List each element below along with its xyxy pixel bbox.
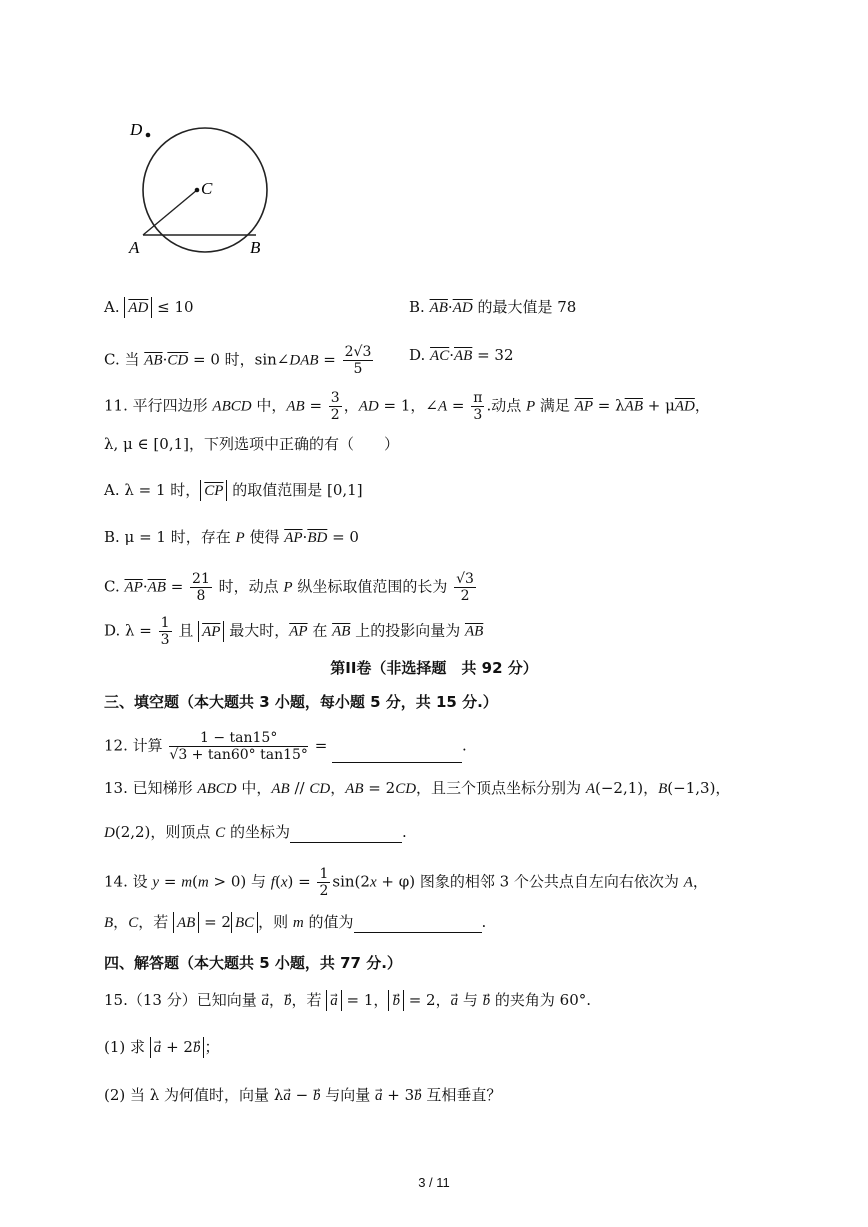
label-A: A xyxy=(129,238,140,257)
q15-part2: (2) 当 λ 为何值时，向量 λa⃗ − b⃗ 与向量 a⃗ + 3b⃗ 互相垂直？ xyxy=(104,1086,502,1104)
q10-option-d: D. $\overline{AC}\cdot\overline{AB} = 32$ xyxy=(409,346,514,364)
q11-option-b: B. μ = 1 时，存在 P 使得 $\overline{AP}\cdot\overline{BD} = 0$ xyxy=(104,528,359,546)
q11-option-a: A. λ = 1 时， $\overline{CP}$ 的取值范围是 [0,1] xyxy=(104,481,363,499)
label-C: C xyxy=(201,179,213,198)
q14-line2: B，C，若 AB = 2 BC ，则 m 的值为 . xyxy=(104,913,487,931)
section4-title: 四、解答题（本大题共 5 小题，共 77 分.） xyxy=(104,954,402,972)
q15-part1: (1) 求 a⃗ + 2b ； xyxy=(104,1038,220,1056)
section-title: 第II卷（非选择题 共 92 分） xyxy=(330,659,538,677)
page-number: 3 / 11 xyxy=(418,1175,450,1190)
q10-option-c: C. 当 $\overline{AB}\cdot\overline{CD} = 0$ 时，sin∠DAB = $\frac{2√3}{5}$ xyxy=(104,344,372,377)
q11-stem-line2: λ, μ ∈ [0,1]，下列选项中正确的有（ ） xyxy=(104,435,399,453)
q12: 12. 计算 $\frac{1 - \tan 15^\circ}{√3 + \tan 60^\circ \tan 15^\circ}$ = . xyxy=(104,730,467,763)
label-B: B xyxy=(250,238,261,257)
q11-option-c: C. $\overline{AP}\cdot\overline{AB}$ = $\frac{21}{8}$ 时，动点 P 纵坐标取值范围的长为 $\frac{√3}{2}$ xyxy=(104,571,474,604)
q10-option-b: B. $\overline{AB}\cdot\overline{AD}$ 的最大值是 78 xyxy=(409,298,577,316)
q10-option-a: A. $\overline{AD} \le 10$ xyxy=(104,298,194,316)
circle-figure xyxy=(120,110,280,270)
q14-line1: 14. 设 y = m(m > 0) 与 f(x) = $\frac{1}{2}$ sin(2x + φ) 图象的相邻 3 个公共点自左向右依次为 A， xyxy=(104,866,708,899)
q11-option-d: D. λ = $\frac{1}{3}$ 且 $\overline{AP}$ 最大时，$\overline{AP}$ 在 $\overline{AB}$ 上的投影向量为 $\overline{AB}$ xyxy=(104,615,484,648)
q13-line2: D(2,2)，则顶点 C 的坐标为 . xyxy=(104,823,407,841)
label-D: D xyxy=(130,120,143,139)
q15-stem: 15.（13 分）已知向量 a⃗，b⃗，若 a = 1， b = 2，a⃗ 与 b⃗ 的夹角为 60°. xyxy=(104,991,592,1009)
section3-title: 三、填空题（本大题共 3 小题，每小题 5 分，共 15 分.） xyxy=(104,693,498,711)
q11-stem-line1: 11. 平行四边形 ABCD 中，AB = $\frac{3}{2}$ ，AD = 1，∠A = $\frac{\pi}{3}$ .动点 P 满足 $\overline{AP} = \lambda\overline{AB} + \mu\overline{AD}$， xyxy=(104,390,710,423)
q13-line1: 13. 已知梯形 ABCD 中，AB // CD，AB = 2CD，且三个顶点坐标分别为 A(−2,1)，B(−1,3)， xyxy=(104,779,731,797)
